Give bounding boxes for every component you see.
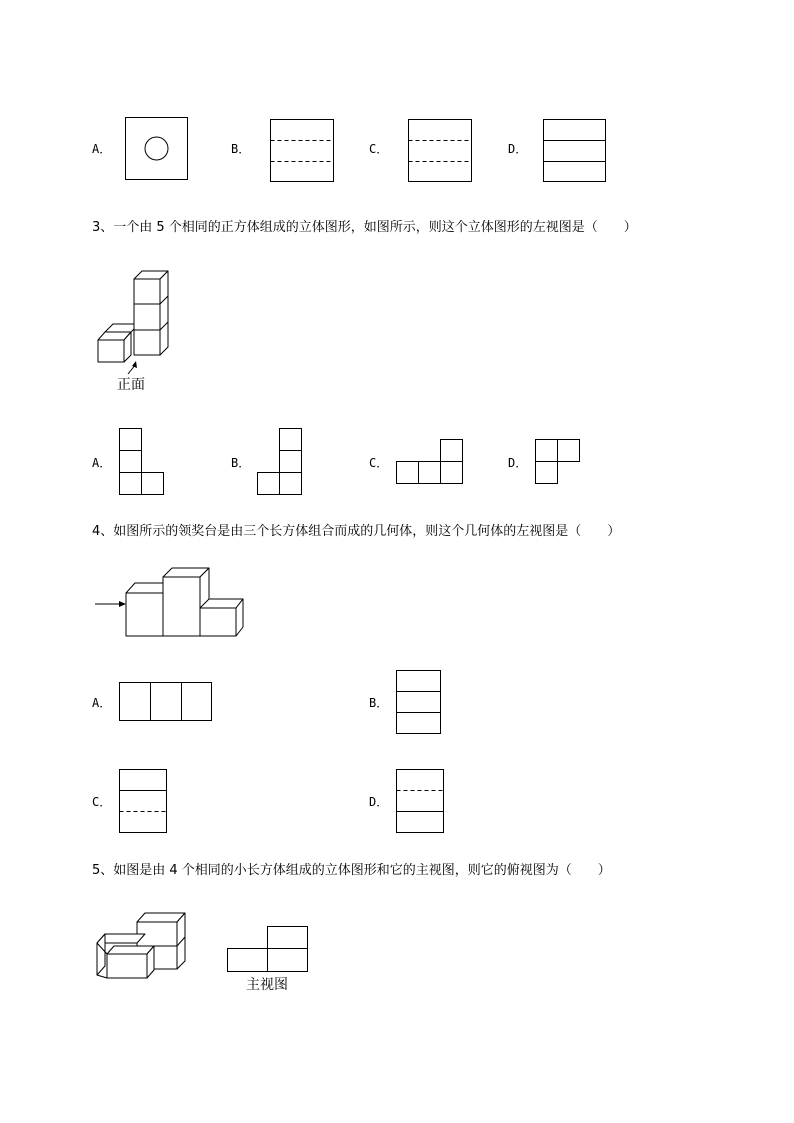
q4-option-d-figure	[396, 769, 445, 834]
q3-option-c-figure	[396, 439, 466, 487]
q4-option-a-figure	[119, 682, 213, 722]
q3-option-b-label: B．	[231, 456, 251, 470]
q4-option-c-label: C．	[92, 795, 112, 809]
q5-main-view-figure	[227, 926, 309, 974]
q2-option-d-label: D．	[508, 142, 528, 156]
q2-option-a-figure	[125, 117, 189, 181]
square-outline	[126, 118, 188, 180]
q3-cube-stack-figure	[96, 270, 176, 370]
q3-option-d-label: D．	[508, 456, 528, 470]
q3-question-text: 3、一个由 5 个相同的正方体组成的立体图形，如图所示，则这个立体图形的左视图是（ ）	[92, 220, 637, 235]
q2-option-c-figure	[408, 119, 473, 183]
q2-option-a-label: A．	[92, 142, 112, 156]
q4-option-b-label: B．	[369, 696, 389, 710]
q2-option-c-label: C．	[369, 142, 389, 156]
q4-option-c-figure	[119, 769, 168, 834]
q4-option-d-label: D．	[369, 795, 389, 809]
q2-option-b-label: B．	[231, 142, 251, 156]
q3-option-a-figure	[119, 428, 167, 498]
q3-front-label: 正面	[117, 377, 145, 393]
center-circle	[145, 137, 168, 160]
q4-option-b-figure	[396, 670, 442, 735]
q5-question-text: 5、如图是由 4 个相同的小长方体组成的立体图形和它的主视图，则它的俯视图为（ ）	[92, 863, 611, 878]
q3-option-a-label: A．	[92, 456, 112, 470]
q5-block-figure	[95, 910, 189, 982]
q2-option-b-figure	[270, 119, 335, 183]
q3-option-c-label: C．	[369, 456, 389, 470]
q4-podium-figure	[95, 566, 247, 640]
q2-option-d-figure	[543, 119, 607, 183]
q4-option-a-label: A．	[92, 696, 112, 710]
q3-option-d-figure	[535, 439, 583, 487]
q5-main-view-label: 主视图	[246, 977, 288, 993]
q4-question-text: 4、如图所示的领奖台是由三个长方体组合而成的几何体，则这个几何体的左视图是（ ）	[92, 524, 621, 539]
q3-option-b-figure	[257, 428, 305, 498]
